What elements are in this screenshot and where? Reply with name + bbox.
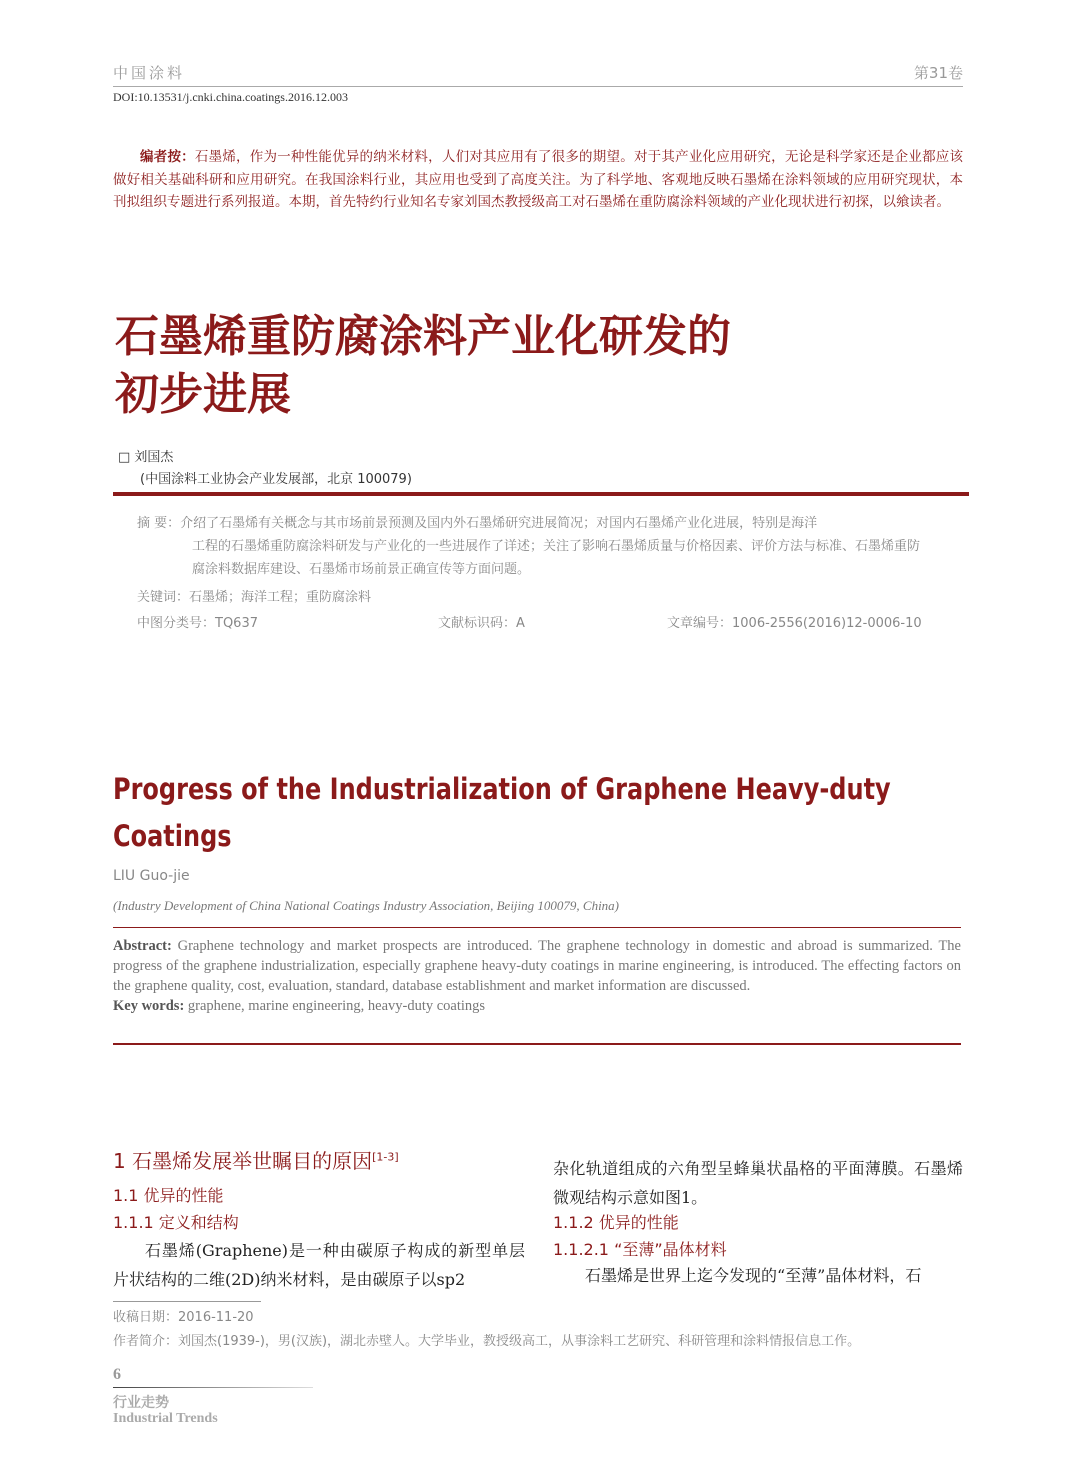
section-name-en: Industrial Trends bbox=[113, 1411, 218, 1426]
section-1-heading bbox=[113, 1145, 399, 1174]
doc-code: 文献标识码：A bbox=[438, 616, 525, 631]
abstract-top-rule bbox=[113, 927, 961, 928]
footnote-divider bbox=[113, 1301, 261, 1302]
section-name-cn: 行业走势 bbox=[113, 1395, 169, 1411]
title-cn-line1: 石墨烯重防腐涂料产业化研发的 bbox=[115, 311, 731, 362]
abstract-en-label: Abstract: bbox=[113, 938, 172, 954]
doi: DOI:10.13531/j.cnki.china.coatings.2016.12.003 bbox=[113, 90, 348, 104]
abstract-cn-line1: 介绍了石墨烯有关概念与其市场前景预测及国内外石墨烯研究进展简况；对国内石墨烯产业化进展，特别是海洋 bbox=[180, 516, 818, 531]
keywords-en-label: Key words: bbox=[113, 998, 185, 1014]
classification: 中图分类号：TQ637 bbox=[137, 616, 258, 631]
title-cn bbox=[115, 308, 875, 424]
paragraph-right-2: 石墨烯是世界上迄今发现的“至薄”晶体材料，石 bbox=[585, 1266, 922, 1285]
page-number: 6 bbox=[113, 1366, 121, 1383]
editor-note-text: 石墨烯，作为一种性能优异的纳米材料，人们对其应用有了很多的期望。对于其产业化应用研究，无论是科学家还是企业都应该做好相关基础科研和应用研究。在我国涂料行业，其应用也受到了高度关注。为了科学地、客观地反映石墨烯在涂料领域的应用研究现状，本刊拟组织专题进行系列报道。本期，首先特约行业知名专家刘国杰教授级高工对石墨烯在重防腐涂料领域的产业化现状进行初探，以飨读者。 bbox=[113, 149, 964, 210]
keywords-cn: 关键词：石墨烯；海洋工程；重防腐涂料 bbox=[137, 590, 372, 605]
volume: 第31卷 bbox=[913, 64, 963, 82]
editor-note bbox=[113, 146, 963, 214]
author-bio: 作者简介：刘国杰(1939-)，男(汉族)，湖北赤壁人。大学毕业，教授级高工，从事涂料工艺研究、科研管理和涂料情报信息工作。 bbox=[113, 1334, 861, 1349]
author-en: LIU Guo-jie bbox=[113, 868, 190, 884]
title-divider bbox=[113, 492, 969, 496]
abstract-cn bbox=[137, 512, 932, 581]
editor-note-label: 编者按： bbox=[140, 149, 195, 165]
abstract-en-text: Graphene technology and market prospects are introduced. The graphene technology in domestic and abroad is summarized. The progress of the graphene industrialization, especially graphene heavy-duty coatings in marine engineering, is introduced. The effecting factors on the graphene quality, cost, evaluation, standard, database establishment and market information are discussed. bbox=[113, 938, 961, 994]
section-1-title: 1 石墨烯发展举世瞩目的原因 bbox=[113, 1149, 373, 1173]
section-1-ref[interactable]: [1-3] bbox=[372, 1150, 399, 1164]
keywords-en-text: graphene, marine engineering, heavy-duty coatings bbox=[184, 998, 486, 1014]
journal-name: 中国涂料 bbox=[113, 64, 186, 82]
heading-1-1: 1.1 优异的性能 bbox=[113, 1186, 224, 1205]
affiliation-en: (Industry Development of China National Coatings Industry Association, Beijing 100079, China) bbox=[113, 898, 620, 913]
header-divider bbox=[113, 86, 963, 87]
paragraph-left: 石墨烯(Graphene)是一种由碳原子构成的新型单层片状结构的二维(2D)纳米材料，是由碳原子以sp2 bbox=[113, 1241, 525, 1289]
title-en: Progress of the Industrialization of Graphene Heavy-duty Coatings bbox=[113, 772, 891, 853]
abstract-cn-rest: 工程的石墨烯重防腐涂料研发与产业化的一些进展作了详述；关注了影响石墨烯质量与价格因素、评价方法与标准、石墨烯重防腐涂料数据库建设、石墨烯市场前景正确宣传等方面问题。 bbox=[192, 539, 921, 577]
title-cn-line2: 初步进展 bbox=[115, 369, 291, 420]
affiliation-cn: (中国涂料工业协会产业发展部，北京 100079) bbox=[140, 472, 412, 487]
heading-1-1-1: 1.1.1 定义和结构 bbox=[113, 1213, 239, 1232]
abstract-bottom-rule bbox=[113, 1043, 961, 1045]
author-cn: □ 刘国杰 bbox=[118, 450, 174, 465]
received-date: 收稿日期：2016-11-20 bbox=[113, 1310, 254, 1325]
abstract-cn-label: 摘 要： bbox=[137, 516, 181, 531]
article-number: 文章编号：1006-2556(2016)12-0006-10 bbox=[667, 616, 922, 631]
abstract-en bbox=[113, 936, 961, 1016]
heading-1-1-2: 1.1.2 优异的性能 bbox=[553, 1213, 679, 1232]
footer-divider bbox=[113, 1387, 313, 1388]
heading-1-1-2-1: 1.1.2.1 “至薄”晶体材料 bbox=[553, 1240, 727, 1259]
paragraph-right: 杂化轨道组成的六角型呈蜂巢状晶格的平面薄膜。石墨烯微观结构示意如图1。 bbox=[553, 1159, 963, 1207]
